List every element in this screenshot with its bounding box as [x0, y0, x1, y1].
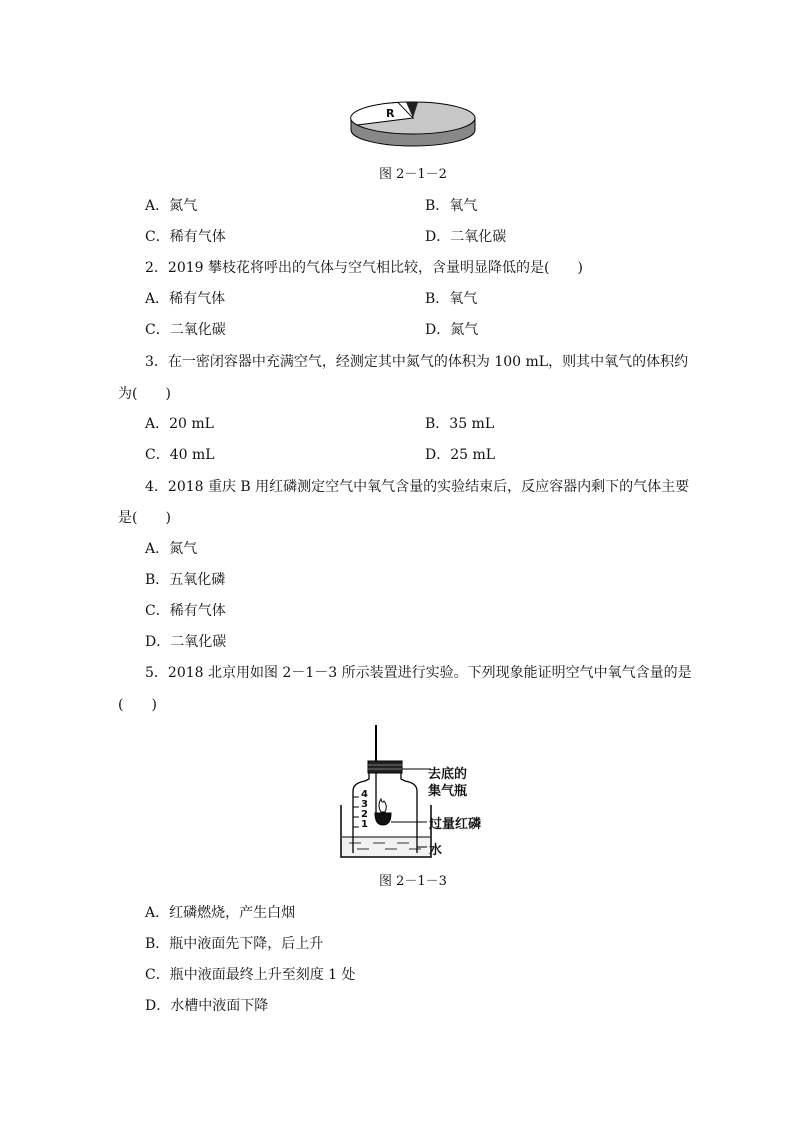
- q3-option-d[interactable]: D．25 mL: [425, 447, 496, 463]
- figure-caption-1: 图 2－1－2: [379, 167, 447, 182]
- q3-option-b[interactable]: B．35 mL: [425, 416, 495, 432]
- q4-option-b[interactable]: B．五氧化磷: [145, 572, 226, 588]
- q2-option-b[interactable]: B．氧气: [425, 291, 478, 307]
- figure-caption-2: 图 2－1－3: [379, 874, 447, 889]
- q3-option-a[interactable]: A．20 mL: [145, 416, 214, 432]
- q2-stem: 2．2019 攀枝花将呼出的气体与空气相比较，含量明显降低的是( ): [145, 260, 583, 276]
- q5-stem-line2: ( ): [118, 697, 157, 713]
- q3-option-c[interactable]: C．40 mL: [145, 447, 215, 463]
- bottle-label-line2: 集气瓶: [428, 784, 468, 799]
- q5-stem-line1: 5．2018 北京用如图 2－1－3 所示装置进行实验。下列现象能证明空气中氧气含量的是: [145, 665, 692, 681]
- scale-mark-1: 1: [361, 819, 368, 830]
- bottle-label-line1: 去底的: [428, 767, 468, 782]
- q4-option-d[interactable]: D．二氧化碳: [145, 634, 227, 650]
- scale-mark-4: 4: [361, 789, 368, 800]
- q4-option-a[interactable]: A．氮气: [145, 541, 198, 557]
- q5-option-d[interactable]: D．水槽中液面下降: [145, 998, 269, 1014]
- q5-option-b[interactable]: B．瓶中液面先下降，后上升: [145, 936, 324, 952]
- q1-option-a[interactable]: A．氮气: [145, 198, 198, 214]
- phosphorus-label: 过量红磷: [429, 817, 482, 832]
- q1-option-d[interactable]: D．二氧化碳: [425, 229, 507, 245]
- q4-stem-line1: 4．2018 重庆 B 用红磷测定空气中氧气含量的实验结束后，反应容器内剩下的气体主要: [145, 479, 690, 495]
- q5-option-c[interactable]: C．瓶中液面最终上升至刻度 1 处: [145, 967, 356, 983]
- pie-chart-figure: [348, 100, 478, 150]
- q5-option-a[interactable]: A．红磷燃烧，产生白烟: [145, 905, 296, 921]
- q2-option-c[interactable]: C．二氧化碳: [145, 322, 226, 338]
- q3-stem-line2: 为( ): [118, 386, 171, 402]
- q2-option-d[interactable]: D．氮气: [425, 322, 479, 338]
- q1-option-b[interactable]: B．氧气: [425, 198, 478, 214]
- water-label: 水: [429, 843, 443, 858]
- q4-stem-line2: 是( ): [118, 510, 171, 526]
- q1-option-c[interactable]: C．稀有气体: [145, 229, 226, 245]
- q2-option-a[interactable]: A．稀有气体: [145, 291, 226, 307]
- scale-mark-3: 3: [361, 799, 368, 810]
- q4-option-c[interactable]: C．稀有气体: [145, 603, 226, 619]
- scale-mark-2: 2: [361, 809, 368, 820]
- q3-stem-line1: 3．在一密闭容器中充满空气，经测定其中氮气的体积为 100 mL，则其中氧气的体积约: [145, 354, 689, 370]
- pie-segment-label: R: [386, 107, 395, 120]
